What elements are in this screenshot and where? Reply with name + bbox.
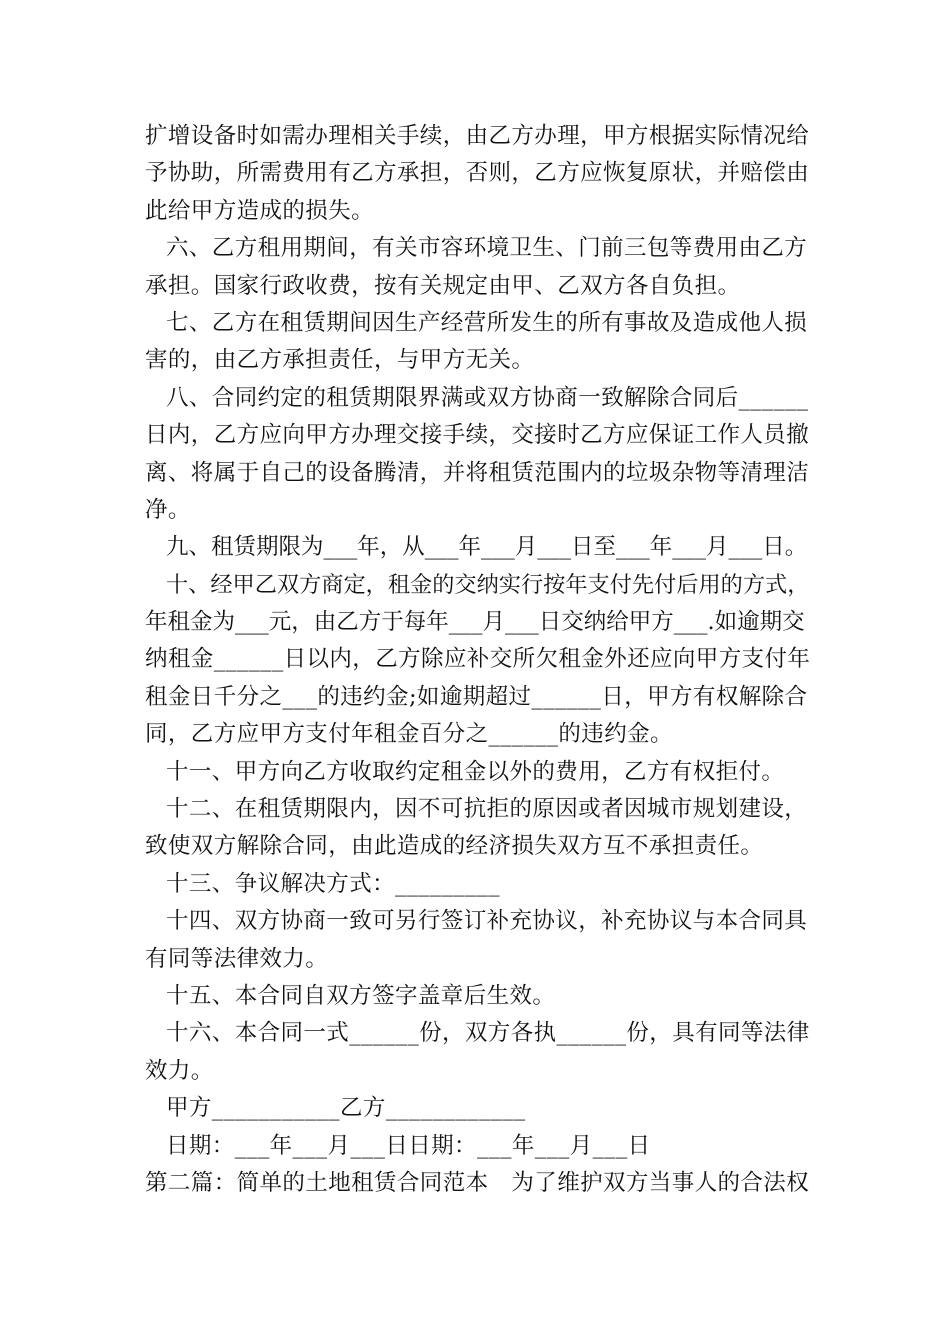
clause-13-line: 十三、争议解决方式：_________ — [166, 870, 500, 897]
clause-12-line: 十二、在租赁期限内，因不可抗拒的原因或者因城市规划建设， — [166, 796, 808, 823]
date-line: 日期：___年___月___日日期：___年___月___日 — [166, 1132, 651, 1159]
text-line: 离、将属于自己的设备腾清，并将租赁范围内的垃圾杂物等清理洁 — [145, 459, 810, 486]
clause-7-line: 七、乙方在租赁期间因生产经营所发生的所有事故及造成他人损 — [166, 309, 808, 336]
clause-11-line: 十一、甲方向乙方收取约定租金以外的费用，乙方有权拒付。 — [166, 758, 785, 785]
clause-15-line: 十五、本合同自双方签字盖章后生效。 — [166, 982, 556, 1009]
section-heading-line: 第二篇：简单的土地租赁合同范本 为了维护双方当事人的合法权 — [145, 1169, 810, 1196]
contract-text — [145, 118, 810, 1202]
clause-6-line: 六、乙方租用期间，有关市容环境卫生、门前三包等费用由乙方 — [166, 235, 808, 262]
text-line: 净。 — [145, 496, 191, 523]
text-line: 此给甲方造成的损失。 — [145, 197, 375, 224]
text-line: 害的，由乙方承担责任，与甲方无关。 — [145, 347, 535, 374]
text-line: 纳租金______日以内，乙方除应补交所欠租金外还应向甲方支付年 — [145, 646, 811, 673]
clause-10-line: 十、经甲乙双方商定，租金的交纳实行按年支付先付后用的方式， — [166, 571, 810, 598]
text-line: 予协助，所需费用有乙方承担，否则，乙方应恢复原状，并赔偿由 — [145, 160, 810, 187]
text-line: 承担。国家行政收费，按有关规定由甲、乙双方各自负担。 — [145, 272, 741, 299]
text-line: 有同等法律效力。 — [145, 945, 329, 972]
text-line: 致使双方解除合同，由此造成的经济损失双方互不承担责任。 — [145, 833, 764, 860]
text-line: 扩增设备时如需办理相关手续，由乙方办理，甲方根据实际情况给 — [145, 123, 810, 149]
clause-14-line: 十四、双方协商一致可另行签订补充协议，补充协议与本合同具 — [166, 908, 808, 935]
text-line: 租金日千分之___的违约金;如逾期超过______日，甲方有权解除合 — [145, 683, 808, 710]
clause-16-line: 十六、本合同一式______份，双方各执______份，具有同等法律 — [166, 1020, 810, 1047]
text-line: 日内，乙方应向甲方办理交接手续，交接时乙方应保证工作人员撤 — [145, 422, 810, 449]
text-line: 同，乙方应甲方支付年租金百分之______的违约金。 — [145, 721, 673, 748]
signature-line: 甲方___________乙方____________ — [166, 1095, 526, 1122]
clause-9-line: 九、租赁期限为___年，从___年___月___日至___年___月___日。 — [166, 534, 808, 561]
text-line: 年租金为___元，由乙方于每年___月___日交纳给甲方___.如逾期交 — [145, 609, 805, 636]
text-line: 效力。 — [145, 1057, 214, 1084]
clause-8-line: 八、合同约定的租赁期限界满或双方协商一致解除合同后______ — [166, 384, 809, 411]
